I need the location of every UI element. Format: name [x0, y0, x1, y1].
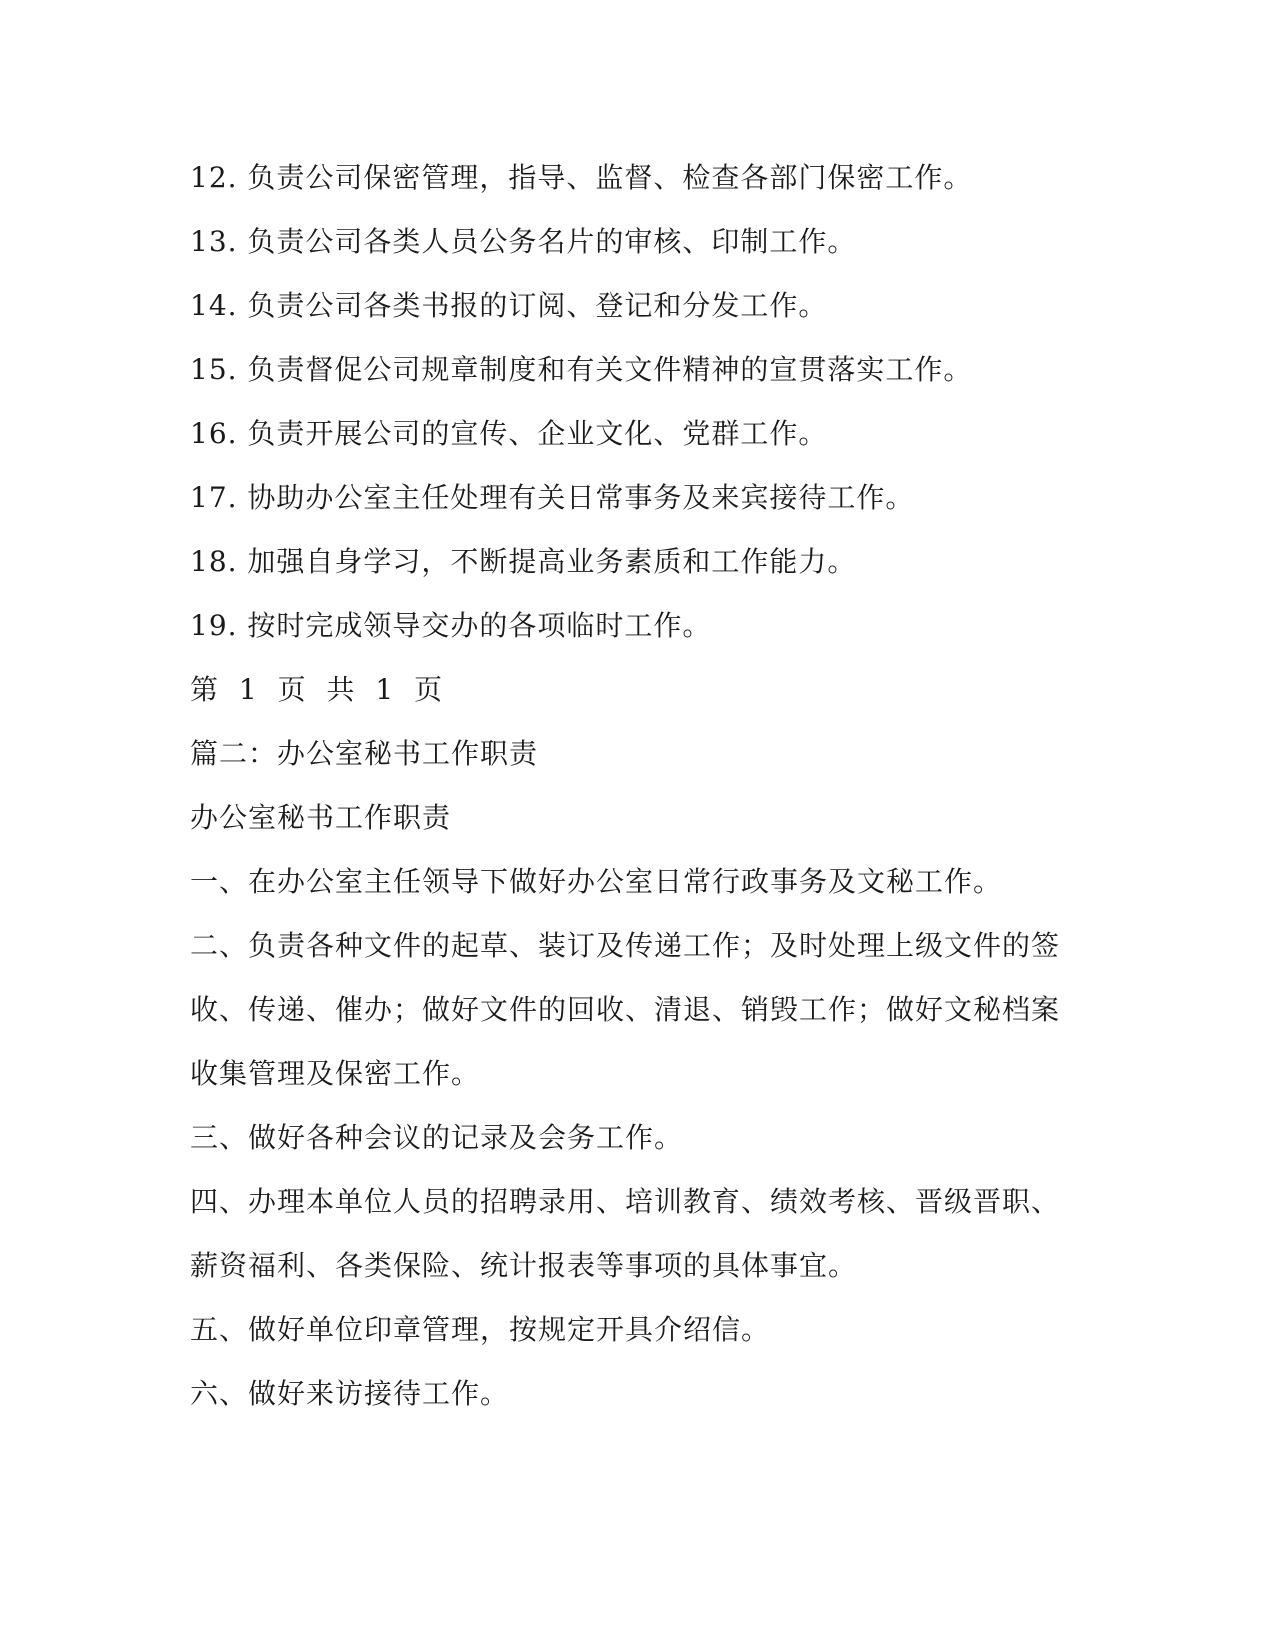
- secretary-duty-3: 三、做好各种会议的记录及会务工作。: [190, 1121, 684, 1154]
- section-title: 办公室秘书工作职责: [190, 801, 452, 834]
- document-body: [190, 158, 1070, 1438]
- secretary-duty-4-line-1: 四、办理本单位人员的招聘录用、培训教育、绩效考核、晋级晋职、: [190, 1185, 1061, 1218]
- secretary-duty-2-line-2: 收、传递、催办；做好文件的回收、清退、销毁工作；做好文秘档案: [190, 993, 1061, 1026]
- secretary-duty-1: 一、在办公室主任领导下做好办公室日常行政事务及文秘工作。: [190, 865, 1003, 898]
- secretary-duty-6: 六、做好来访接待工作。: [190, 1377, 510, 1410]
- duty-item-14: 14. 负责公司各类书报的订阅、登记和分发工作。: [190, 289, 828, 322]
- section-heading: 篇二：办公室秘书工作职责: [190, 737, 539, 770]
- secretary-duty-2-line-3: 收集管理及保密工作。: [190, 1057, 481, 1090]
- secretary-duty-4-line-2: 薪资福利、各类保险、统计报表等事项的具体事宜。: [190, 1249, 858, 1282]
- duty-item-16: 16. 负责开展公司的宣传、企业文化、党群工作。: [190, 417, 828, 450]
- duty-item-12: 12. 负责公司保密管理，指导、监督、检查各部门保密工作。: [190, 161, 973, 194]
- secretary-duty-5: 五、做好单位印章管理，按规定开具介绍信。: [190, 1313, 771, 1346]
- secretary-duty-2-line-1: 二、负责各种文件的起草、装订及传递工作；及时处理上级文件的签: [190, 929, 1061, 962]
- page-number: 第 1 页 共 1 页: [190, 673, 449, 706]
- duty-item-19: 19. 按时完成领导交办的各项临时工作。: [190, 609, 712, 642]
- duty-item-15: 15. 负责督促公司规章制度和有关文件精神的宣贯落实工作。: [190, 353, 973, 386]
- duty-item-13: 13. 负责公司各类人员公务名片的审核、印制工作。: [190, 225, 857, 258]
- duty-item-17: 17. 协助办公室主任处理有关日常事务及来宾接待工作。: [190, 481, 915, 514]
- duty-item-18: 18. 加强自身学习，不断提高业务素质和工作能力。: [190, 545, 857, 578]
